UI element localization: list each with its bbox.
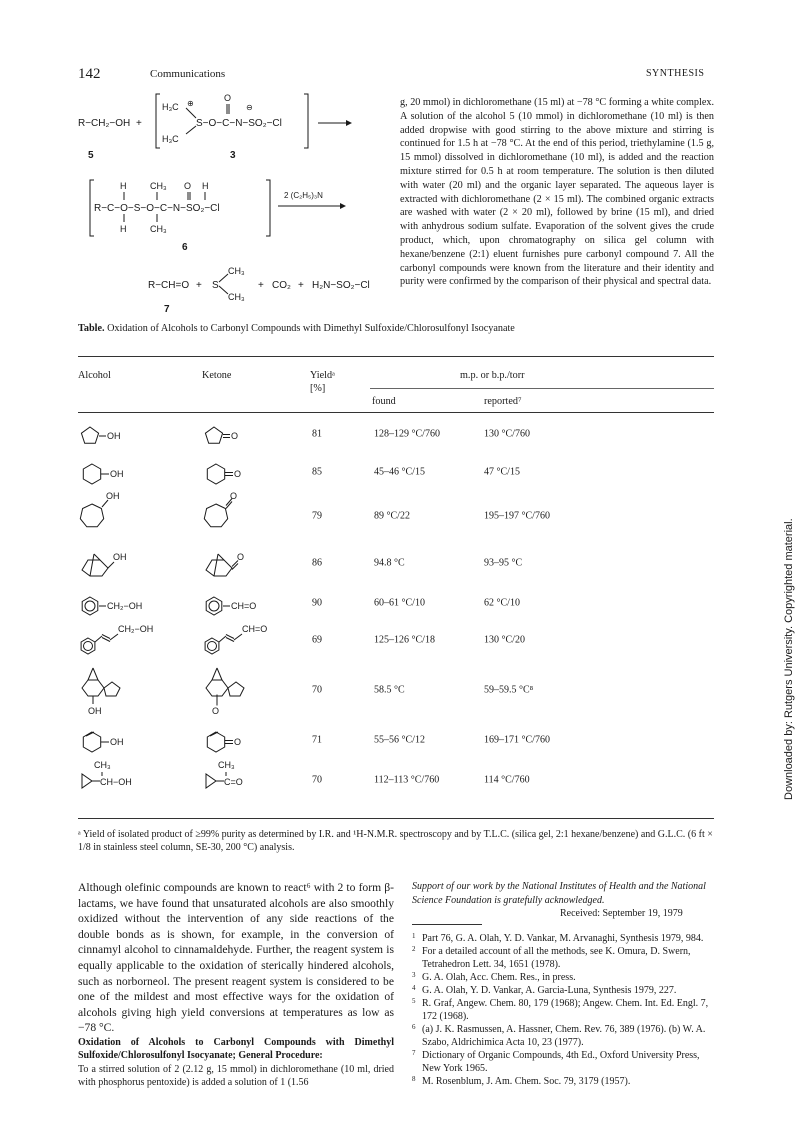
svg-text:H: H — [202, 181, 209, 191]
table-row — [78, 492, 714, 540]
reported-cell: 62 °C/10 — [484, 597, 520, 609]
reference-text: R. Graf, Angew. Chem. 80, 179 (1968); Angew. Chem. Int. Ed. Engl. 7, 172 (1968). — [422, 998, 709, 1022]
svg-text:S−O−C−N−SO₂−Cl: S−O−C−N−SO₂−Cl — [196, 118, 282, 129]
svg-text:O: O — [224, 93, 232, 103]
alcohol-structure — [78, 660, 148, 716]
svg-text:O: O — [230, 491, 238, 501]
reference-item — [412, 984, 714, 997]
reference-number: 2 — [412, 945, 416, 953]
reference-item — [412, 997, 714, 1023]
table-bottom-rule — [78, 818, 714, 819]
header-reported: reported⁷ — [484, 396, 522, 407]
svg-text:OH: OH — [110, 737, 124, 747]
alcohol-structure — [78, 492, 148, 532]
svg-text:+: + — [298, 280, 304, 291]
svg-text:CH−OH: CH−OH — [100, 777, 132, 787]
reference-number: 4 — [412, 984, 416, 992]
reference-number: 1 — [412, 932, 416, 940]
label-6: 6 — [182, 242, 188, 253]
svg-text:CO₂: CO₂ — [272, 280, 291, 291]
body-paragraph: Although olefinic compounds are known to react⁶ with 2 to form β-lactams, we have found that unsaturated alcohols are also smoothly oxidized without the intervention of any side reactions of the double bonds as is shown, for example, in the conversion of cinnamyl alcohol to cinnamaldehyde. Further, the reagent system is equally applicable to the oxidation of sterically hindered alcohols, such as norborneol. The present reagent system is considered to be one of the mildest and most effective ways for the oxidation of alcohols giving high yield conversions at temperatures as low as −78 °C. — [78, 881, 394, 1035]
reference-text: Part 76, G. A. Olah, Y. D. Vankar, M. Arvanaghi, Synthesis 1979, 984. — [422, 933, 704, 944]
reference-item — [412, 932, 714, 945]
reference-number: 7 — [412, 1049, 416, 1057]
reported-cell: 93–95 °C — [484, 557, 523, 569]
svg-text:R−CH=O: R−CH=O — [148, 280, 190, 291]
reference-number: 5 — [412, 997, 416, 1005]
reaction-scheme — [78, 86, 398, 326]
svg-text:R−C−O−S−O−C−N−SO₂−Cl: R−C−O−S−O−C−N−SO₂−Cl — [94, 203, 220, 214]
svg-text:OH: OH — [110, 469, 124, 479]
svg-text:O: O — [212, 706, 220, 716]
running-head: Communications — [150, 68, 226, 80]
found-cell: 55–56 °C/12 — [374, 734, 425, 746]
table-row — [78, 454, 714, 490]
ketone-structure — [202, 454, 272, 494]
svg-text:+: + — [196, 280, 202, 291]
svg-text:OH: OH — [113, 552, 127, 562]
reference-number: 6 — [412, 1023, 416, 1031]
header-yield: Yieldᵃ — [310, 370, 335, 381]
reported-cell: 130 °C/20 — [484, 634, 525, 646]
svg-text:⊖: ⊖ — [246, 103, 253, 112]
svg-text:OH: OH — [106, 491, 120, 501]
reference-text: G. A. Olah, Acc. Chem. Res., in press. — [422, 972, 576, 983]
ketone-structure — [202, 622, 272, 662]
table-top-rule — [78, 356, 714, 357]
alcohol-structure — [78, 760, 148, 800]
found-cell: 94.8 °C — [374, 557, 405, 569]
found-cell: 112–113 °C/760 — [374, 774, 440, 786]
svg-text:CH₃: CH₃ — [94, 760, 111, 770]
ketone-structure — [202, 722, 272, 762]
svg-text:H₂N−SO₂−Cl: H₂N−SO₂−Cl — [312, 280, 370, 291]
table-row — [78, 542, 714, 584]
svg-text:⊕: ⊕ — [187, 99, 194, 108]
alcohol-structure — [78, 722, 148, 762]
found-cell: 128–129 °C/760 — [374, 428, 440, 440]
alcohol-structure — [78, 416, 148, 456]
label-7: 7 — [164, 304, 170, 315]
yield-cell: 69 — [312, 634, 322, 646]
label-3: 3 — [230, 150, 236, 161]
svg-text:S: S — [212, 280, 219, 291]
ketone-structure — [202, 760, 272, 800]
reference-text: G. A. Olah, Y. D. Vankar, A. Garcia-Luna, Synthesis 1979, 227. — [422, 985, 677, 996]
header-found: found — [372, 396, 396, 407]
plus-sign: + — [136, 118, 142, 129]
refs-divider — [412, 924, 482, 925]
alcohol-structure — [78, 542, 148, 582]
found-cell: 89 °C/22 — [374, 510, 410, 522]
found-cell: 58.5 °C — [374, 684, 405, 696]
table-row — [78, 416, 714, 452]
acknowledgement: Support of our work by the National Institutes of Health and the National Science Foundation is gratefully acknowledged. — [412, 881, 706, 906]
found-cell: 125–126 °C/18 — [374, 634, 435, 646]
ketone-structure — [202, 660, 272, 716]
reported-cell: 195–197 °C/760 — [484, 510, 550, 522]
mp-subrule — [370, 388, 714, 389]
yield-cell: 85 — [312, 466, 322, 478]
header-mp: m.p. or b.p./torr — [460, 370, 525, 381]
alcohol-structure — [78, 454, 148, 494]
ketone-structure — [202, 492, 272, 532]
page-number: 142 — [78, 66, 101, 82]
received-date: Received: September 19, 1979 — [560, 908, 683, 919]
svg-text:CH₃: CH₃ — [228, 292, 245, 302]
reference-item — [412, 1075, 714, 1088]
svg-text:H₃C: H₃C — [162, 102, 179, 112]
ketone-structure — [202, 416, 272, 456]
reference-item — [412, 971, 714, 984]
table-row — [78, 660, 714, 720]
svg-text:CH₂−OH: CH₂−OH — [107, 601, 143, 611]
general-procedure — [78, 1036, 394, 1090]
yield-cell: 81 — [312, 428, 322, 440]
svg-text:O: O — [184, 181, 192, 191]
ketone-structure — [202, 586, 272, 626]
table-row — [78, 760, 714, 800]
svg-text:CH=O: CH=O — [242, 624, 268, 634]
journal-name: SYNTHESIS — [646, 68, 705, 79]
table-header-rule — [78, 412, 714, 413]
svg-text:H: H — [120, 181, 127, 191]
svg-text:O: O — [231, 431, 239, 441]
reported-cell: 59–59.5 °C⁸ — [484, 684, 534, 696]
reported-cell: 130 °C/760 — [484, 428, 530, 440]
procedure-title: Oxidation of Alcohols to Carbonyl Compounds with Dimethyl Sulfoxide/Chlorosulfonyl Isocyanate; General Procedure: — [78, 1037, 394, 1062]
svg-text:CH₂−OH: CH₂−OH — [118, 624, 154, 634]
table-row — [78, 586, 714, 620]
svg-text:+: + — [258, 280, 264, 291]
svg-text:H₃C: H₃C — [162, 134, 179, 144]
alcohol-structure — [78, 622, 154, 662]
table-row — [78, 722, 714, 758]
reference-number: 8 — [412, 1075, 416, 1083]
svg-text:OH: OH — [88, 706, 102, 716]
svg-text:H: H — [120, 224, 127, 234]
reported-cell: 169–171 °C/760 — [484, 734, 550, 746]
ketone-structure — [202, 542, 272, 582]
label-5: 5 — [88, 150, 94, 161]
svg-text:O: O — [234, 737, 242, 747]
svg-text:OH: OH — [107, 431, 121, 441]
found-cell: 60–61 °C/10 — [374, 597, 425, 609]
procedure-continuation: g, 20 mmol) in dichloromethane (15 ml) at −78 °C forming a white complex. A solution of the alcohol 5 (10 mmol) in dichloromethane (10 ml) is then added dropwise with good stirring to the above mixture and stirring is continued for 1.5 h at −78 °C. At the end of this period, triethylamine (1.5 g, 15 mmol) dissolved in dichloromethane (10 ml), is added and the reaction mixture stirred for 0.5 h at room temperature. The solution is then diluted with water (20 ml) and the organic layer separated. The aqueous layer is extracted with dichloromethane (2 × 15 ml). The combined organic extracts are washed with water (2 × 20 ml), followed by brine (15 ml), and dried with anhydrous sodium sulfate. Evaporation of the solvent gives the crude product, which, upon chromatography on silica gel column with hexane/benzene (2:1) eluent furnishes pure carbonyl compound 7. All the carbonyl compounds were known from the literature and their identity and purity were confirmed by the comparison of their physical and spectral data. — [400, 97, 714, 288]
svg-text:CH₃: CH₃ — [150, 224, 167, 234]
table-footnote: ᵃ Yield of isolated product of ≥99% purity as determined by I.R. and ¹H-N.M.R. spectroscopy and by T.L.C. (silica gel, 2:1 hexane/benzene) and G.L.C. (6 ft × 1/8 in stainless steel column, SE-30, 200 °C) analysis. — [78, 829, 713, 853]
table-row — [78, 622, 714, 658]
reference-item — [412, 1023, 714, 1049]
yield-cell: 90 — [312, 597, 322, 609]
reference-item — [412, 1049, 714, 1075]
yield-cell: 79 — [312, 510, 322, 522]
yield-cell: 86 — [312, 557, 322, 569]
svg-text:O: O — [234, 469, 242, 479]
svg-text:CH₃: CH₃ — [150, 181, 167, 191]
reported-cell: 47 °C/15 — [484, 466, 520, 478]
svg-text:CH₃: CH₃ — [228, 266, 245, 276]
reference-text: (a) J. K. Rasmussen, A. Hassner, Chem. Rev. 76, 389 (1976). (b) W. A. Szabo, Aldrichimica Acta 10, 23 (1977). — [422, 1024, 706, 1048]
reference-number: 3 — [412, 971, 416, 979]
procedure-text: To a stirred solution of 2 (2.12 g, 15 mmol) in dichloromethane (10 ml, dried with phosphorus pentoxide) is added a solution of 1 (1.56 — [78, 1063, 394, 1089]
svg-text:CH=O: CH=O — [231, 601, 257, 611]
reference-text: For a detailed account of all the methods, see K. Omura, D. Swern, Tetrahedron Lett. 34, 1651 (1978). — [422, 946, 691, 970]
reference-text: M. Rosenblum, J. Am. Chem. Soc. 79, 3179 (1957). — [422, 1076, 631, 1087]
svg-text:CH₃: CH₃ — [218, 760, 235, 770]
header-alcohol: Alcohol — [78, 370, 111, 381]
reference-item — [412, 945, 714, 971]
alcohol-structure — [78, 586, 148, 626]
found-cell: 45–46 °C/15 — [374, 466, 425, 478]
yield-cell: 71 — [312, 734, 322, 746]
table-caption: Table. Oxidation of Alcohols to Carbonyl Compounds with Dimethyl Sulfoxide/Chlorosulfonyl Isocyanate — [78, 323, 515, 334]
yield-cell: 70 — [312, 774, 322, 786]
yield-cell: 70 — [312, 684, 322, 696]
header-yield-unit: [%] — [310, 383, 326, 394]
reported-cell: 114 °C/760 — [484, 774, 530, 786]
reactant-alcohol: R−CH₂−OH — [78, 118, 131, 129]
download-watermark: Downloaded by: Rutgers University. Copyrighted material. — [783, 518, 795, 800]
svg-text:O: O — [237, 552, 245, 562]
reference-text: Dictionary of Organic Compounds, 4th Ed., Oxford University Press, New York 1965. — [422, 1050, 700, 1074]
svg-text:C=O: C=O — [224, 777, 243, 787]
references-list — [412, 932, 714, 1088]
header-ketone: Ketone — [202, 370, 232, 381]
base-reagent: 2 (C₂H₅)₃N — [284, 191, 323, 200]
